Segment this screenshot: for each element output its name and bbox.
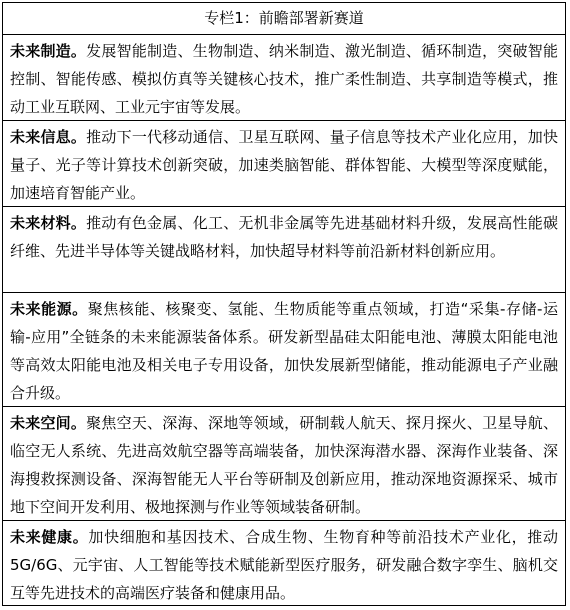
row-text: 推动下一代移动通信、卫星互联网、量子信息等技术产业化应用，加快量子、光子等计算技术创新突破，加速类脑智能、群体智能、大模型等深度赋能，加速培育智能产业。 bbox=[10, 128, 558, 202]
row-label: 未来材料。 bbox=[10, 214, 87, 232]
row-future-energy bbox=[3, 293, 565, 407]
row-label: 未来能源。 bbox=[10, 300, 88, 318]
row-label: 未来信息。 bbox=[10, 128, 87, 146]
row-future-materials bbox=[3, 207, 565, 293]
row-future-information bbox=[3, 121, 565, 207]
row-text: 发展智能制造、生物制造、纳米制造、激光制造、循环制造，突破智能控制、智能传感、模拟仿真等关键核心技术，推广柔性制造、共享制造等模式，推动工业互联网、工业元宇宙等发展。 bbox=[10, 42, 558, 116]
row-text: 聚焦核能、核聚变、氢能、生物质能等重点领域，打造“采集-存储-运输-应用”全链条的未来能源装备体系。研发新型晶硅太阳能电池、薄膜太阳能电池等高效太阳能电池及相关电子专用设备，加快发展新型储能，推动能源电子产业融合升级。 bbox=[10, 300, 558, 402]
row-text: 聚焦空天、深海、深地等领域，研制载人航天、探月探火、卫星导航、临空无人系统、先进高效航空器等高端装备，加快深海潜水器、深海作业装备、深海搜救探测设备、深海智能无人平台等研制及创新应用，推动深地资源探采、城市地下空间开发利用、极地探测与作业等领域装备研制。 bbox=[10, 414, 558, 516]
row-label: 未来制造。 bbox=[10, 42, 87, 60]
column-title: 专栏1：前瞻部署新赛道 bbox=[3, 3, 565, 35]
row-future-health bbox=[3, 521, 565, 607]
row-label: 未来空间。 bbox=[10, 414, 87, 432]
row-text: 加快细胞和基因技术、合成生物、生物育种等前沿技术产业化，推动5G/6G、元宇宙、人工智能等技术赋能新型医疗服务，研发融合数字孪生、脑机交互等先进技术的高端医疗装备和健康用品。 bbox=[10, 528, 558, 602]
row-future-space bbox=[3, 407, 565, 521]
row-text: 推动有色金属、化工、无机非金属等先进基础材料升级，发展高性能碳纤维、先进半导体等关键战略材料，加快超导材料等前沿新材料创新应用。 bbox=[10, 214, 558, 260]
row-future-manufacturing bbox=[3, 35, 565, 121]
column-box bbox=[2, 2, 566, 606]
row-label: 未来健康。 bbox=[10, 528, 89, 546]
